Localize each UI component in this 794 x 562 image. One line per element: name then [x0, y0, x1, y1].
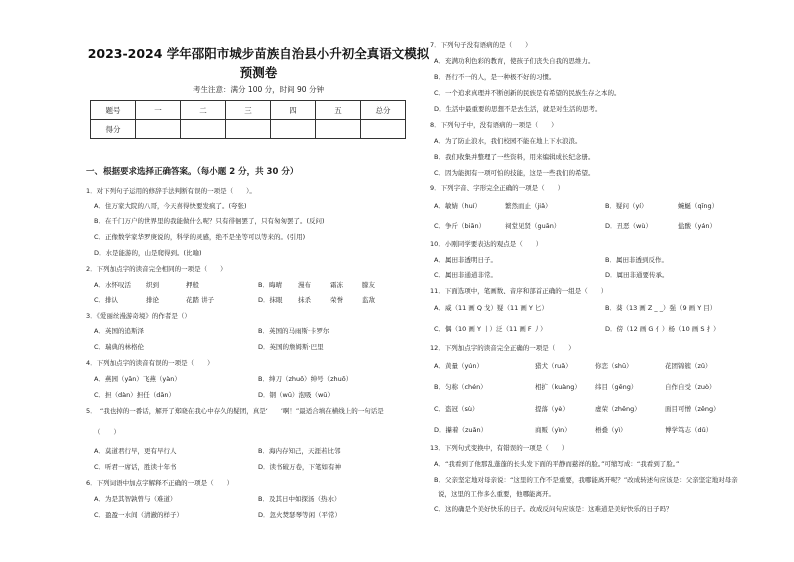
q2-option-a-word: 押般 [186, 281, 199, 289]
question-3: 3．《爱丽丝漫游奇境》的作者是（） [86, 312, 191, 320]
question-9: 9．下列字音、字形完全正确的一项是（ ） [430, 184, 565, 192]
question-7: 7．下列句子没有语病的是（ ） [430, 41, 532, 49]
q8-option-a: A．为了防止浪水，我们校园不能在地上下水浪浪。 [434, 137, 582, 145]
q12-option-c: C．盗冠（sù） [434, 405, 479, 413]
q6-option-b: B．及其日中如探汤（热水） [258, 495, 341, 503]
q9-option-a: A．敏婧（huí） [434, 202, 481, 210]
q1-option-a: A．住万家大院的八哥，今天喜得快要发疯了。(夸张) [94, 202, 247, 210]
q5-option-c: C．听君一席话，胜读十年书 [94, 463, 177, 471]
score-header-cell: 五 [316, 101, 361, 120]
q6-option-c: C．盈盈一水间（清澈的样子） [94, 511, 184, 519]
question-5: 5． “我也掉的一番话，解开了郑晓在我心中存久的疑团，真是‘ ’啊！”最适合填在横线上的一句话是 [86, 407, 384, 415]
section-heading: 一、根据要求选择正确答案。（每小题 2 分，共 30 分） [86, 167, 299, 177]
q2-option-d-word: 监敌 [362, 296, 375, 304]
q12-option-d: D．攥着（zuǎn） [434, 426, 488, 434]
q2-option-c-word: 排论 [146, 296, 159, 304]
q9-option-c-word: 祠堂见贤（guān） [505, 222, 561, 230]
q7-option-a: A．充满功利色彩的教育，使孩子们丧失自我的思维力。 [434, 57, 595, 65]
q11-option-c: C．偶（10 画 Y 丨）泛（11 画 F 丿） [434, 325, 547, 333]
q2-option-d: D．抹眼 [258, 296, 283, 304]
q10-option-c: C．属田非通道非常。 [434, 271, 498, 279]
question-1: 1．对下列句子运用的修辞手法判断有误的一项是（ ）。 [86, 187, 256, 195]
q7-option-c: C．一个追求真理并不断创新的民族是有希望的民族生存之本的。 [434, 89, 621, 97]
q9-option-c: C．争斤（biān） [434, 222, 486, 230]
score-header-cell: 一 [136, 101, 181, 120]
score-cell [361, 120, 406, 139]
q12-option-a: A．黄量（yún） [434, 362, 484, 370]
q3-option-d: D．英国的詹姆斯·巴里 [258, 343, 324, 351]
score-cell [316, 120, 361, 139]
score-header-cell: 四 [271, 101, 316, 120]
q9-option-b: B．疑问（yí） [605, 202, 648, 210]
q4-option-c: C．担（dàn）担任（dān） [94, 391, 175, 399]
q13-option-a: A．“我看到了他那乱蓬蓬的长头发下面的平静而慈祥的脸。”可缩写成：“我看到了脸。” [434, 460, 680, 468]
q2-option-b: B．晦晴 [258, 281, 282, 289]
q8-option-b: B．我们收集并整理了一些资料，用来编辑成长纪念册。 [434, 153, 595, 161]
exam-notice: 考生注意：满分 100 分，时间 90 分钟 [193, 85, 324, 94]
question-11: 11．下面选项中，笔画数、音序和部首正确的一组是（ ） [430, 287, 608, 295]
q12-option-c-word: 面目可憎（zēng） [665, 405, 720, 413]
q10-option-d: D．属田非通要传承。 [605, 271, 669, 279]
q12-option-b-word: 相扩（kuàng） [535, 383, 581, 391]
q7-option-d: D．生活中最重要的思想不是去生活，就是对生活的思考。 [434, 105, 602, 113]
q13-option-b-line1: B．父亲坚定地对母亲说：“这里的工作不是重要，我哪能离开呢？”改成转述句应该是：父亲坚定地对母亲 [434, 476, 738, 484]
q11-option-b: B．葵（13 画 Z _ _）强（9 画 Y 目） [605, 304, 717, 312]
q6-option-d: D．忽火焚瑟琴等闲（平常） [258, 511, 342, 519]
q2-option-b-word: 霜冻 [330, 281, 343, 289]
q12-option-a-word: 花团锦簇（zǔ） [665, 362, 712, 370]
q12-option-d-word: 商贩（yìn） [535, 426, 571, 434]
exam-title-line2: 预测卷 [239, 65, 278, 80]
q2-option-d-word: 荣誉 [330, 296, 343, 304]
q9-option-a-word: 繁然而止（jiǎ） [505, 202, 552, 210]
score-table-score-row [91, 120, 406, 139]
q13-option-b-line2: 说，这里的工作多么重要，他哪能离开。 [438, 490, 555, 498]
q4-option-d: D．钢（wū）泡吸（wū） [258, 391, 334, 399]
q8-option-c: C．因为能拥有一项可怕的技能，这是一些我们的希望。 [434, 169, 595, 177]
q5-option-b: B．海内存知己，天涯若比邻 [258, 447, 341, 455]
q13-option-c: C．这的确是个美好快乐的日子。改成反问句应该是：这难道是美好快乐的日子吗？ [434, 505, 673, 513]
score-cell [181, 120, 226, 139]
exam-title-line1: 2023-2024 学年邵阳市城步苗族自治县小升初全真语文模拟 [87, 46, 430, 61]
score-table [90, 100, 406, 139]
question-8: 8．下列句子中，没有语病的一项是（ ） [430, 121, 558, 129]
q2-option-c: C．排认 [94, 296, 119, 304]
q9-option-b-word: 蜿蜒（qīng） [678, 202, 719, 210]
score-cell [226, 120, 271, 139]
q3-option-b: B．英国的马雨斯·卡罗尔 [258, 327, 330, 335]
score-header-cell: 三 [226, 101, 271, 120]
q12-option-d-word: 梧叠（yì） [595, 426, 627, 434]
score-table-header-row [91, 101, 406, 120]
q12-option-d-word: 博学笃志（dǔ） [665, 426, 713, 434]
q5-option-a: A．莫道君行早，更有早行人 [94, 447, 177, 455]
q11-option-d: D．傍（12 画 G 亻）杨（10 画 S 扌） [605, 325, 720, 333]
q3-option-c: C．瑞典的林格伦 [94, 343, 145, 351]
question-4: 4．下列加点字的读音有误的一项是（ ） [86, 359, 214, 367]
q2-option-b-word: 朦友 [362, 281, 375, 289]
score-header-cell: 总分 [361, 101, 406, 120]
q2-option-a: A．水怀叹活 [94, 281, 131, 289]
question-13: 13．下列句式变换中，有错误的一项是（ ） [430, 444, 569, 452]
q10-option-b: B．属田非透到反作。 [605, 256, 668, 264]
q1-option-c: C．正像数学家华罗庚说的，科学的灵感，绝不是坐等可以等来的。(引用) [94, 233, 306, 241]
q9-option-d-word: 盐酸（yán） [678, 222, 716, 230]
q4-option-a: A．燕园（yān）飞燕（yàn） [94, 375, 181, 383]
question-6: 6．下列词语中加点字解释不正确的一项是（ ） [86, 479, 234, 487]
q12-option-b-word: 自作自受（zuò） [665, 383, 716, 391]
q2-option-a-word: 织到 [146, 281, 159, 289]
q1-option-d: D．水是能游的，山是爬得到。(比喻) [94, 249, 202, 257]
q4-option-b: B．绅刀（zhuō）绅号（zhuō） [258, 375, 353, 383]
q12-option-a-word: 猎犬（ruǎ） [535, 362, 572, 370]
q1-option-b: B．在千门万户的世界里的我能做什么呢？只有徘徊罢了，只有匆匆罢了。(反问) [94, 217, 325, 225]
score-header-cell: 二 [181, 101, 226, 120]
q7-option-b: B．吾行不一的人，是一种极不好的习惯。 [434, 73, 556, 81]
q5-answer-blank: （ ） [94, 428, 120, 436]
q2-option-d-word: 抹杀 [298, 296, 311, 304]
q12-option-b: B．匀称（chén） [434, 383, 487, 391]
question-12: 12．下列加点字的读音完全正确的一项是（ ） [430, 344, 575, 352]
q10-option-a: A．属田非透明日子。 [434, 256, 497, 264]
q9-option-d: D．丑恶（wù） [605, 222, 652, 230]
question-2: 2．下列加点字的读音完全相同的一项是（ ） [86, 265, 227, 273]
q5-option-d: D．读书破万卷，下笔如有神 [258, 463, 342, 471]
q12-option-a-word: 你恋（shū） [595, 362, 633, 370]
score-cell [136, 120, 181, 139]
q6-option-a: A．为是其智孰曾与（难道） [94, 495, 177, 503]
question-10: 10．小刚同学要表达的观点是（ ） [430, 240, 543, 248]
score-row-label: 得分 [91, 120, 136, 139]
score-cell [271, 120, 316, 139]
q2-option-c-word: 花踏 讲子 [186, 296, 215, 304]
score-header-cell: 题号 [91, 101, 136, 120]
q12-option-c-word: 虚荣（zhēng） [595, 405, 641, 413]
q12-option-b-word: 纬目（gēng） [595, 383, 638, 391]
q11-option-a: A．威（11 画 Q 戈）疑（11 画 Y 匕） [434, 304, 548, 312]
q12-option-c-word: 提落（yè） [535, 405, 569, 413]
q3-option-a: A．英国的追斯泽 [94, 327, 144, 335]
q2-option-b-word: 漫布 [298, 281, 311, 289]
